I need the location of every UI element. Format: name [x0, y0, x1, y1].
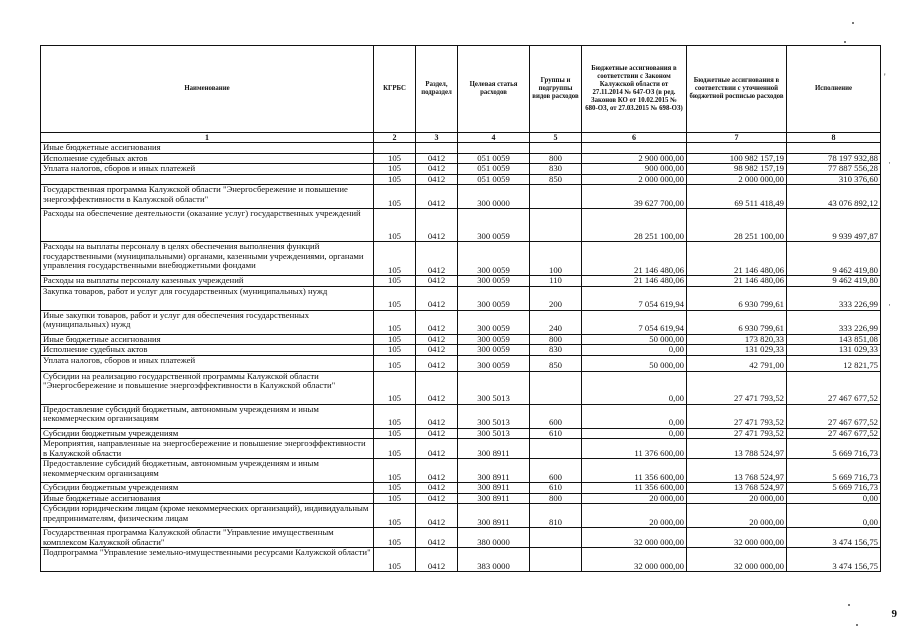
- row-target: 300 0059: [458, 242, 530, 276]
- row-section: 0412: [416, 459, 458, 483]
- row-updated-amount: 98 982 157,19: [687, 164, 787, 175]
- row-law-amount: 50 000,00: [582, 355, 687, 371]
- row-updated-amount: 27 471 793,52: [687, 371, 787, 404]
- row-execution-amount: 27 467 677,52: [787, 428, 881, 439]
- row-name: Мероприятия, направленные на энергосбережение и повышение энергоэффективности в Калужской области: [41, 439, 374, 459]
- header-kgrbs: КГРБС: [374, 46, 416, 133]
- row-execution-amount: 9 939 497,87: [787, 209, 881, 242]
- header-name: Наименование: [41, 46, 374, 133]
- row-target: 300 0059: [458, 276, 530, 287]
- row-group: 850: [530, 174, 582, 185]
- row-group: 830: [530, 164, 582, 175]
- table-row: [41, 404, 881, 428]
- row-execution-amount: 131 029,33: [787, 345, 881, 356]
- margin-mark: ': [884, 72, 886, 82]
- row-name: Расходы на обеспечение деятельности (оказание услуг) государственных учреждений: [41, 209, 374, 242]
- row-group: 800: [530, 493, 582, 504]
- row-name: Иные закупки товаров, работ и услуг для обеспечения государственных (муниципальных) нужд: [41, 310, 374, 334]
- row-updated-amount: 69 511 418,49: [687, 185, 787, 209]
- row-target: 383 0000: [458, 548, 530, 572]
- row-updated-amount: 42 791,00: [687, 355, 787, 371]
- row-kgrbs: 105: [374, 439, 416, 459]
- row-law-amount: 900 000,00: [582, 164, 687, 175]
- row-execution-amount: 9 462 419,80: [787, 276, 881, 287]
- row-execution-amount: 27 467 677,52: [787, 404, 881, 428]
- row-section: 0412: [416, 164, 458, 175]
- row-updated-amount: 173 820,33: [687, 334, 787, 345]
- row-updated-amount: 27 471 793,52: [687, 428, 787, 439]
- row-law-amount: 21 146 480,06: [582, 276, 687, 287]
- row-execution-amount: 0,00: [787, 504, 881, 528]
- row-updated-amount: 2 000 000,00: [687, 174, 787, 185]
- header-updated-allocations: Бюджетные ассигнования в соответствии с уточненной бюджетной росписью расходов: [687, 46, 787, 133]
- column-number: 1: [41, 133, 374, 143]
- row-law-amount: 11 356 600,00: [582, 483, 687, 494]
- row-execution-amount: 78 197 932,88: [787, 153, 881, 164]
- row-updated-amount: 131 029,33: [687, 345, 787, 356]
- row-execution-amount: 9 462 419,80: [787, 242, 881, 276]
- row-law-amount: 39 627 700,00: [582, 185, 687, 209]
- row-section: 0412: [416, 439, 458, 459]
- row-group: 800: [530, 153, 582, 164]
- row-updated-amount: 21 146 480,06: [687, 276, 787, 287]
- row-section: 0412: [416, 276, 458, 287]
- row-target: 300 0059: [458, 355, 530, 371]
- row-execution-amount: 5 669 716,73: [787, 483, 881, 494]
- row-kgrbs: [374, 143, 416, 154]
- margin-mark: ·: [888, 300, 891, 310]
- table-row: [41, 355, 881, 371]
- row-section: 0412: [416, 174, 458, 185]
- row-group: 850: [530, 355, 582, 371]
- row-execution-amount: 0,00: [787, 493, 881, 504]
- table-row: [41, 493, 881, 504]
- row-updated-amount: 20 000,00: [687, 493, 787, 504]
- row-target: 300 5013: [458, 404, 530, 428]
- row-group: 240: [530, 310, 582, 334]
- margin-mark: ·: [888, 158, 891, 168]
- row-name: Иные бюджетные ассигнования: [41, 143, 374, 154]
- row-name: Субсидии бюджетным учреждениям: [41, 483, 374, 494]
- table-row: [41, 242, 881, 276]
- scan-speck: [848, 604, 850, 606]
- row-section: 0412: [416, 528, 458, 548]
- table-row: [41, 428, 881, 439]
- budget-table: [40, 45, 881, 572]
- row-name: Уплата налогов, сборов и иных платежей: [41, 355, 374, 371]
- table-row: [41, 334, 881, 345]
- row-name: Субсидии на реализацию государственной программы Калужской области "Энергосбережение и повышение энергоэффективности в Калужской области": [41, 371, 374, 404]
- row-section: 0412: [416, 371, 458, 404]
- row-execution-amount: 143 851,08: [787, 334, 881, 345]
- row-updated-amount: 32 000 000,00: [687, 528, 787, 548]
- row-group: [530, 439, 582, 459]
- row-group: 610: [530, 428, 582, 439]
- row-name: Предоставление субсидий бюджетным, автономным учреждениям и иным некоммерческим организациям: [41, 404, 374, 428]
- row-target: 300 8911: [458, 439, 530, 459]
- scan-speck: [852, 22, 854, 24]
- row-group: [530, 548, 582, 572]
- row-group: 600: [530, 404, 582, 428]
- table-row: [41, 143, 881, 154]
- row-name: Государственная программа Калужской области "Энергосбережение и повышение энергоэффективности в Калужской области": [41, 185, 374, 209]
- row-section: 0412: [416, 153, 458, 164]
- row-kgrbs: 105: [374, 276, 416, 287]
- row-execution-amount: 43 076 892,12: [787, 185, 881, 209]
- row-law-amount: 0,00: [582, 371, 687, 404]
- row-kgrbs: 105: [374, 174, 416, 185]
- row-execution-amount: 12 821,75: [787, 355, 881, 371]
- table-row: [41, 483, 881, 494]
- row-group: 830: [530, 345, 582, 356]
- row-section: 0412: [416, 334, 458, 345]
- column-number: 6: [582, 133, 687, 143]
- row-section: 0412: [416, 310, 458, 334]
- table-row: [41, 276, 881, 287]
- row-group: [530, 209, 582, 242]
- row-group: 110: [530, 276, 582, 287]
- row-execution-amount: 3 474 156,75: [787, 548, 881, 572]
- row-kgrbs: 105: [374, 209, 416, 242]
- row-section: 0412: [416, 504, 458, 528]
- row-group: [530, 528, 582, 548]
- row-name: Иные бюджетные ассигнования: [41, 334, 374, 345]
- row-execution-amount: 333 226,99: [787, 286, 881, 310]
- row-execution-amount: 3 474 156,75: [787, 528, 881, 548]
- scan-speck: [844, 41, 846, 43]
- row-name: Исполнение судебных актов: [41, 345, 374, 356]
- row-kgrbs: 105: [374, 459, 416, 483]
- table-row: [41, 153, 881, 164]
- table-row: [41, 459, 881, 483]
- row-updated-amount: 28 251 100,00: [687, 209, 787, 242]
- row-target: 300 0000: [458, 185, 530, 209]
- row-kgrbs: 105: [374, 504, 416, 528]
- table-row: [41, 286, 881, 310]
- row-section: 0412: [416, 185, 458, 209]
- row-section: [416, 143, 458, 154]
- row-law-amount: 28 251 100,00: [582, 209, 687, 242]
- row-kgrbs: 105: [374, 310, 416, 334]
- table-row: [41, 185, 881, 209]
- header-execution: Исполнение: [787, 46, 881, 133]
- row-law-amount: 2 000 000,00: [582, 174, 687, 185]
- header-law-allocations: Бюджетные ассигнования в соответствии с Законом Калужской области от 27.11.2014 № 647-ОЗ (в ред. Законов КО от 10.02.2015 № 680-ОЗ, от 27.03.2015 № 698-ОЗ): [582, 46, 687, 133]
- table-row: [41, 310, 881, 334]
- row-law-amount: 11 356 600,00: [582, 459, 687, 483]
- row-law-amount: [582, 143, 687, 154]
- row-law-amount: 11 376 600,00: [582, 439, 687, 459]
- row-section: 0412: [416, 493, 458, 504]
- header-groups: Группы и подгруппы видов расходов: [530, 46, 582, 133]
- row-section: 0412: [416, 345, 458, 356]
- row-name: Субсидии юридическим лицам (кроме некоммерческих организаций), индивидуальным предпринимателям, физическим лицам: [41, 504, 374, 528]
- row-name: Субсидии бюджетным учреждениям: [41, 428, 374, 439]
- row-law-amount: 0,00: [582, 404, 687, 428]
- row-name: Исполнение судебных актов: [41, 153, 374, 164]
- row-group: [530, 371, 582, 404]
- row-section: 0412: [416, 242, 458, 276]
- row-law-amount: 0,00: [582, 345, 687, 356]
- row-section: 0412: [416, 404, 458, 428]
- row-target: [458, 143, 530, 154]
- row-law-amount: 20 000,00: [582, 493, 687, 504]
- row-target: 300 0059: [458, 334, 530, 345]
- row-updated-amount: 6 930 799,61: [687, 286, 787, 310]
- row-law-amount: 7 054 619,94: [582, 286, 687, 310]
- row-group: [530, 143, 582, 154]
- page-number: 9: [891, 608, 897, 620]
- row-target: 300 8911: [458, 493, 530, 504]
- row-kgrbs: 105: [374, 428, 416, 439]
- row-execution-amount: 27 467 677,52: [787, 371, 881, 404]
- row-section: 0412: [416, 209, 458, 242]
- row-execution-amount: [787, 143, 881, 154]
- row-kgrbs: 105: [374, 404, 416, 428]
- row-name: Государственная программа Калужской области "Управление имущественным комплексом Калужской области": [41, 528, 374, 548]
- row-execution-amount: 77 887 556,28: [787, 164, 881, 175]
- row-target: 300 8911: [458, 483, 530, 494]
- row-name: Подпрограмма "Управление земельно-имущественными ресурсами Калужской области": [41, 548, 374, 572]
- row-group: 610: [530, 483, 582, 494]
- row-kgrbs: 105: [374, 548, 416, 572]
- row-target: 051 0059: [458, 174, 530, 185]
- row-group: 100: [530, 242, 582, 276]
- row-target: 300 0059: [458, 286, 530, 310]
- row-law-amount: 32 000 000,00: [582, 548, 687, 572]
- row-execution-amount: 5 669 716,73: [787, 439, 881, 459]
- row-group: 600: [530, 459, 582, 483]
- column-number: 4: [458, 133, 530, 143]
- column-numbering-row: [41, 133, 881, 143]
- row-updated-amount: 32 000 000,00: [687, 548, 787, 572]
- row-updated-amount: [687, 143, 787, 154]
- row-name: Предоставление субсидий бюджетным, автономным учреждениям и иным некоммерческим организациям: [41, 459, 374, 483]
- row-updated-amount: 21 146 480,06: [687, 242, 787, 276]
- scan-speck: [856, 624, 858, 626]
- row-name: Уплата налогов, сборов и иных платежей: [41, 164, 374, 175]
- table-row: [41, 209, 881, 242]
- row-kgrbs: 105: [374, 371, 416, 404]
- row-target: 300 0059: [458, 345, 530, 356]
- row-section: 0412: [416, 483, 458, 494]
- row-group: [530, 185, 582, 209]
- row-updated-amount: 27 471 793,52: [687, 404, 787, 428]
- row-target: 051 0059: [458, 164, 530, 175]
- row-target: 300 8911: [458, 459, 530, 483]
- row-law-amount: 2 900 000,00: [582, 153, 687, 164]
- row-law-amount: 20 000,00: [582, 504, 687, 528]
- column-number: 8: [787, 133, 881, 143]
- row-updated-amount: 13 788 524,97: [687, 439, 787, 459]
- row-section: 0412: [416, 355, 458, 371]
- row-kgrbs: 105: [374, 185, 416, 209]
- table-row: [41, 528, 881, 548]
- header-target: Целевая статья расходов: [458, 46, 530, 133]
- row-execution-amount: 5 669 716,73: [787, 459, 881, 483]
- header-section: Раздел, подраздел: [416, 46, 458, 133]
- table-row: [41, 345, 881, 356]
- column-number: 5: [530, 133, 582, 143]
- row-law-amount: 32 000 000,00: [582, 528, 687, 548]
- row-updated-amount: 20 000,00: [687, 504, 787, 528]
- row-law-amount: 0,00: [582, 428, 687, 439]
- row-updated-amount: 100 982 157,19: [687, 153, 787, 164]
- row-target: 300 0059: [458, 209, 530, 242]
- row-law-amount: 21 146 480,06: [582, 242, 687, 276]
- row-section: 0412: [416, 548, 458, 572]
- row-target: 300 8911: [458, 504, 530, 528]
- row-target: 051 0059: [458, 153, 530, 164]
- row-group: 200: [530, 286, 582, 310]
- row-name: Закупка товаров, работ и услуг для государственных (муниципальных) нужд: [41, 286, 374, 310]
- row-kgrbs: 105: [374, 164, 416, 175]
- row-updated-amount: 13 768 524,97: [687, 483, 787, 494]
- row-group: 800: [530, 334, 582, 345]
- row-updated-amount: 13 768 524,97: [687, 459, 787, 483]
- row-name: Расходы на выплаты персоналу казенных учреждений: [41, 276, 374, 287]
- table-body: [41, 133, 881, 572]
- table-row: [41, 504, 881, 528]
- table-row: [41, 548, 881, 572]
- table-row: [41, 371, 881, 404]
- row-name: [41, 174, 374, 185]
- row-execution-amount: 310 376,60: [787, 174, 881, 185]
- row-target: 300 0059: [458, 310, 530, 334]
- row-target: 300 5013: [458, 428, 530, 439]
- column-number: 2: [374, 133, 416, 143]
- row-kgrbs: 105: [374, 345, 416, 356]
- row-kgrbs: 105: [374, 483, 416, 494]
- row-kgrbs: 105: [374, 355, 416, 371]
- row-name: Иные бюджетные ассигнования: [41, 493, 374, 504]
- row-kgrbs: 105: [374, 528, 416, 548]
- row-section: 0412: [416, 286, 458, 310]
- column-number: 3: [416, 133, 458, 143]
- row-kgrbs: 105: [374, 286, 416, 310]
- table-row: [41, 174, 881, 185]
- row-group: 810: [530, 504, 582, 528]
- row-law-amount: 50 000,00: [582, 334, 687, 345]
- table-header-row: [41, 46, 881, 133]
- table-row: [41, 439, 881, 459]
- row-name: Расходы на выплаты персоналу в целях обеспечения выполнения функций государственными (муниципальными) органами, казенными учреждениями, органами управления государственными внебюджетными фондами: [41, 242, 374, 276]
- table-row: [41, 164, 881, 175]
- row-kgrbs: 105: [374, 334, 416, 345]
- row-kgrbs: 105: [374, 242, 416, 276]
- column-number: 7: [687, 133, 787, 143]
- row-kgrbs: 105: [374, 493, 416, 504]
- row-target: 300 5013: [458, 371, 530, 404]
- row-section: 0412: [416, 428, 458, 439]
- row-execution-amount: 333 226,99: [787, 310, 881, 334]
- row-law-amount: 7 054 619,94: [582, 310, 687, 334]
- row-kgrbs: 105: [374, 153, 416, 164]
- row-updated-amount: 6 930 799,61: [687, 310, 787, 334]
- row-target: 380 0000: [458, 528, 530, 548]
